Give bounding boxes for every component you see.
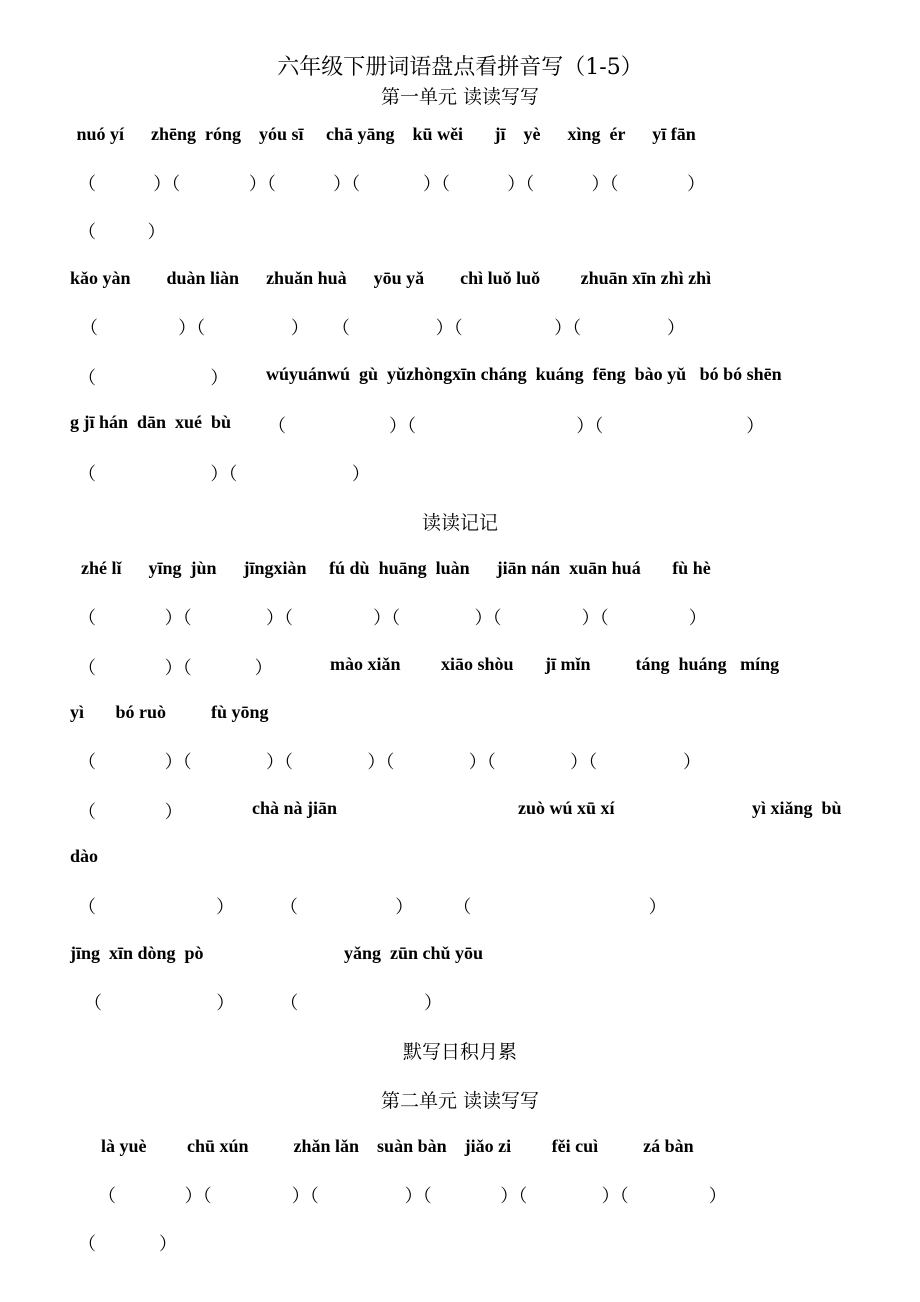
section-heading-daily-accumulation: 默写日积月累 (402, 1041, 517, 1063)
section-heading-unit1: 第一单元 读读写写 (380, 86, 540, 108)
pinyin-row: dào (70, 846, 99, 866)
pinyin-row: wúyuánwú gù yǔzhòngxīn cháng kuáng fēng bào yǔ bó bó shēn (266, 364, 782, 384)
answer-blank-row: （ ） （ ） （ ） (78, 897, 667, 918)
pinyin-row: g jī hán dān xué bù (70, 412, 232, 432)
pinyin-row: chà nà jiān (252, 798, 338, 818)
pinyin-row: jīng xīn dòng pò (70, 943, 204, 963)
answer-blank-row: （ ） (78, 802, 183, 823)
answer-blank-row: （ ） (78, 222, 166, 243)
pinyin-row: yì xiǎng bù (752, 798, 842, 818)
answer-blank-row: （ ）（ ）（ ） (268, 416, 765, 437)
answer-blank-row: （ ） (78, 1234, 177, 1255)
pinyin-row: nuó yí zhēng róng yóu sī chā yāng kū wěi jī yè xìng ér yī fān (72, 124, 696, 144)
section-heading-unit2: 第二单元 读读写写 (380, 1090, 540, 1112)
answer-blank-row: （ ） (78, 368, 229, 389)
pinyin-row: yì bó ruò fù yōng (70, 702, 269, 722)
pinyin-row: là yuè chū xún zhǎn lǎn suàn bàn jiǎo zi fěi cuì zá bàn (92, 1136, 694, 1156)
answer-blank-row: （ ）（ ） （ ）（ ）（ ） (80, 318, 686, 339)
answer-blank-row: （ ） （ ） (84, 993, 443, 1014)
section-heading-read-remember: 读读记记 (421, 512, 498, 534)
pinyin-row: zhé lǐ yīng jùn jīngxiàn fú dù huāng luàn jiān nán xuān huá fù hè (72, 558, 711, 578)
answer-blank-row: （ ）（ ） (78, 658, 273, 679)
pinyin-row: yǎng zūn chǔ yōu (344, 943, 484, 963)
pinyin-row: kǎo yàn duàn liàn zhuǎn huà yōu yǎ chì luǒ luǒ zhuān xīn zhì zhì (70, 268, 712, 288)
answer-blank-row: （ ）（ ）（ ）（ ）（ ）（ ） (78, 608, 707, 629)
page-title: 六年级下册词语盘点看拼音写（1-5） (277, 55, 643, 80)
pinyin-row: zuò wú xū xí (518, 798, 615, 818)
answer-blank-row: （ ）（ ） (78, 464, 370, 485)
pinyin-row: mào xiǎn xiāo shòu jī mǐn táng huáng míng (330, 654, 780, 674)
answer-blank-row: （ ）（ ）（ ）（ ）（ ）（ ） (98, 1186, 727, 1207)
answer-blank-row: （ ）（ ）（ ）（ ）（ ）（ ） (78, 752, 702, 773)
answer-blank-row: （ ）（ ）（ ）（ ）（ ）（ ）（ ） (78, 174, 706, 195)
